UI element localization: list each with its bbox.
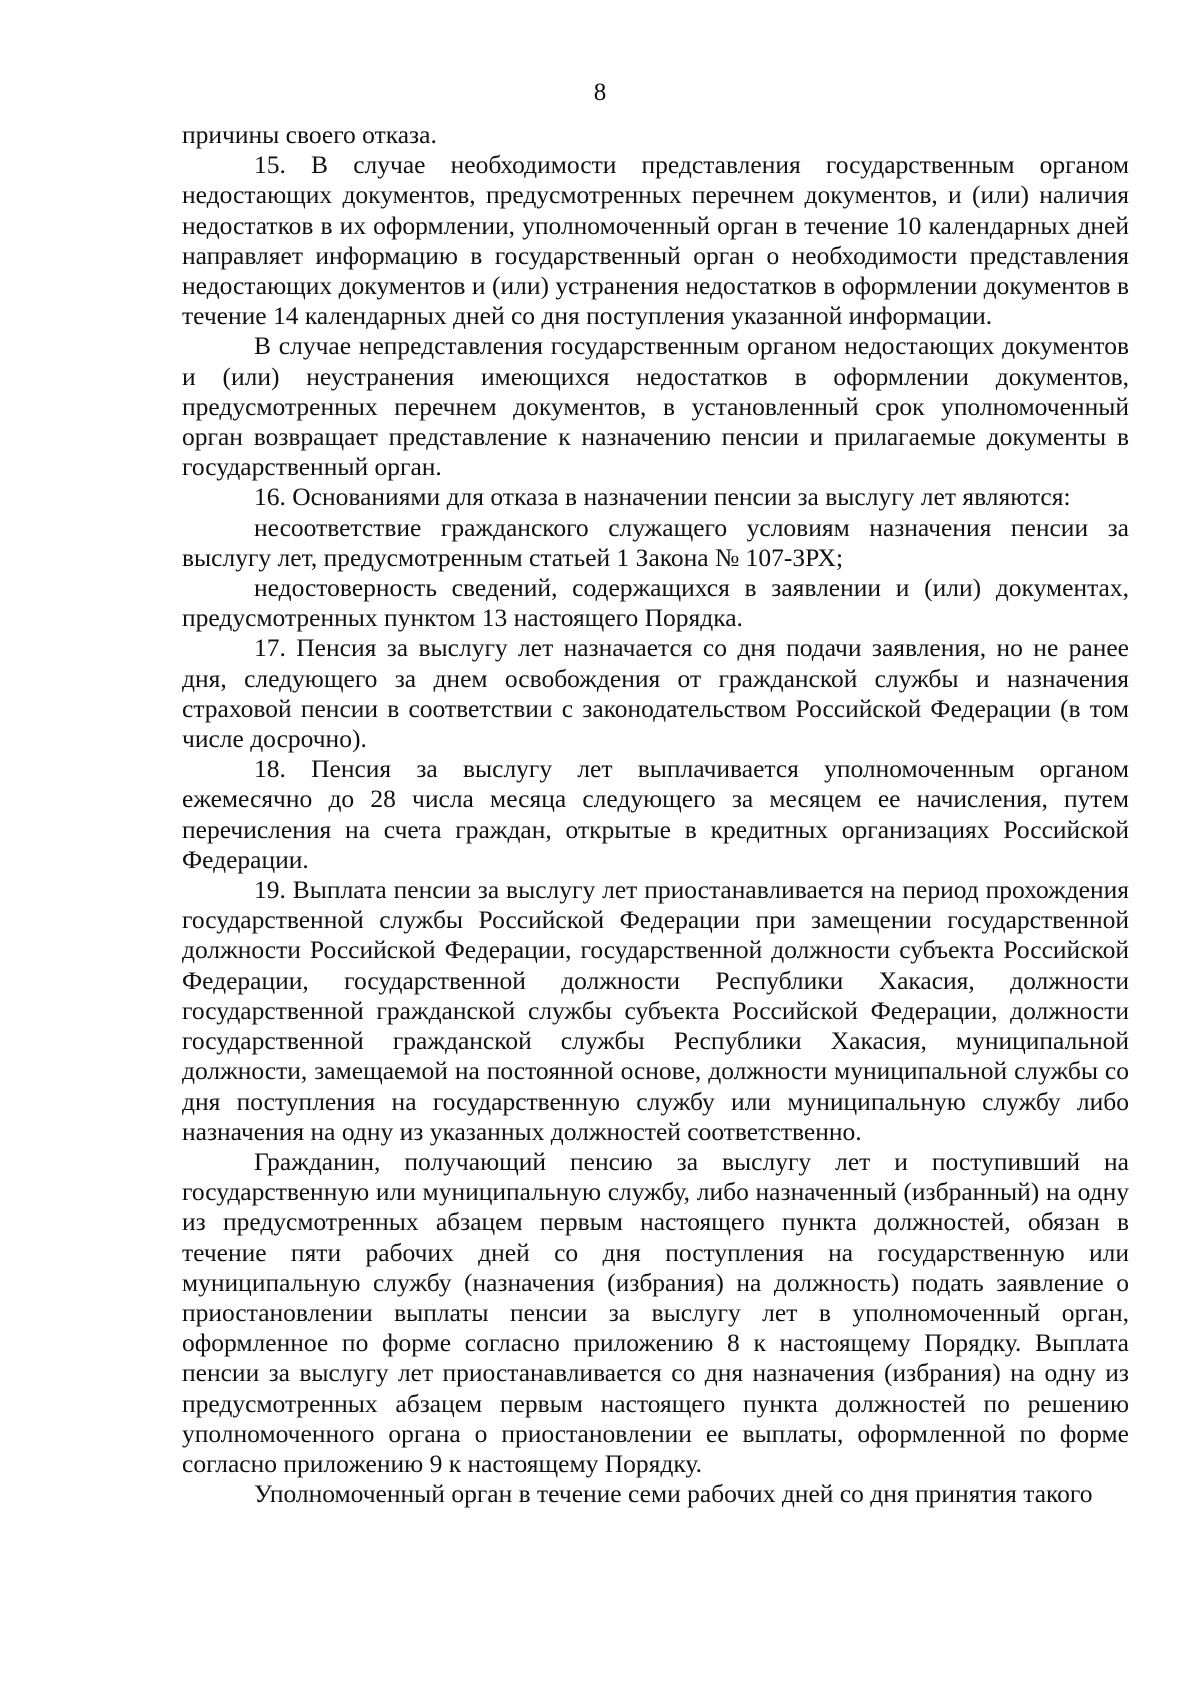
paragraph-item-16-ground-2: недостоверность сведений, содержащихся в заявлении и (или) документах, предусмотренных пунктом 13 настоящего Порядка. bbox=[182, 573, 1129, 633]
paragraph-item-19: 19. Выплата пенсии за выслугу лет приостанавливается на период прохождения государственной службы Российской Федерации при замещении государственной должности Российской Федерации, государственной должности субъекта Российской Федерации, государственной должности Республики Хакасия, должности государственной гражданской службы субъекта Российской Федерации, должности государственной гражданской службы Республики Хакасия, муниципальной должности, замещаемой на постоянной основе, должности муниципальной службы со дня поступления на государственную службу или муниципальную службу либо назначения на одну из указанных должностей соответственно. bbox=[182, 875, 1129, 1146]
paragraph-item-15-second: В случае непредставления государственным органом недостающих документов и (или) неустранения имеющихся недостатков в оформлении документов, предусмотренных перечнем документов, в установленный срок уполномоченный орган возвращает представление к назначению пенсии и прилагаемые документы в государственный орган. bbox=[182, 331, 1129, 482]
document-body bbox=[182, 120, 1129, 1509]
paragraph-item-15: 15. В случае необходимости представления государственным органом недостающих документов, предусмотренных перечнем документов, и (или) наличия недостатков в их оформлении, уполномоченный орган в течение 10 календарных дней направляет информацию в государственный орган о необходимости представления недостающих документов и (или) устранения недостатков в оформлении документов в течение 14 календарных дней со дня поступления указанной информации. bbox=[182, 150, 1129, 331]
page-number: 8 bbox=[593, 79, 607, 106]
paragraph-item-19-second: Гражданин, получающий пенсию за выслугу лет и поступивший на государственную или муниципальную службу, либо назначенный (избранный) на одну из предусмотренных абзацем первым настоящего пункта должностей, обязан в течение пяти рабочих дней со дня поступления на государственную или муниципальную службу (назначения (избрания) на должность) подать заявление о приостановлении выплаты пенсии за выслугу лет в уполномоченный орган, оформленное по форме согласно приложению 8 к настоящему Порядку. Выплата пенсии за выслугу лет приостанавливается со дня назначения (избрания) на одну из предусмотренных абзацем первым настоящего пункта должностей по решению уполномоченного органа о приостановлении ее выплаты, оформленной по форме согласно приложению 9 к настоящему Порядку. bbox=[182, 1146, 1129, 1478]
paragraph-item-16-ground-1: несоответствие гражданского служащего условиям назначения пенсии за выслугу лет, предусмотренным статьей 1 Закона № 107-ЗРХ; bbox=[182, 512, 1129, 572]
paragraph-item-19-third: Уполномоченный орган в течение семи рабочих дней со дня принятия такого bbox=[254, 1479, 1093, 1509]
paragraph-continuation: причины своего отказа. bbox=[182, 120, 437, 149]
paragraph-item-16: 16. Основаниями для отказа в назначении пенсии за выслугу лет являются: bbox=[254, 482, 1071, 512]
paragraph-item-18: 18. Пенсия за выслугу лет выплачивается уполномоченным органом ежемесячно до 28 числа месяца следующего за месяцем ее начисления, путем перечисления на счета граждан, открытые в кредитных организациях Российской Федерации. bbox=[182, 754, 1129, 874]
paragraph-item-17: 17. Пенсия за выслугу лет назначается со дня подачи заявления, но не ранее дня, следующего за днем освобождения от гражданской службы и назначения страховой пенсии в соответствии с законодательством Российской Федерации (в том числе досрочно). bbox=[182, 633, 1129, 754]
